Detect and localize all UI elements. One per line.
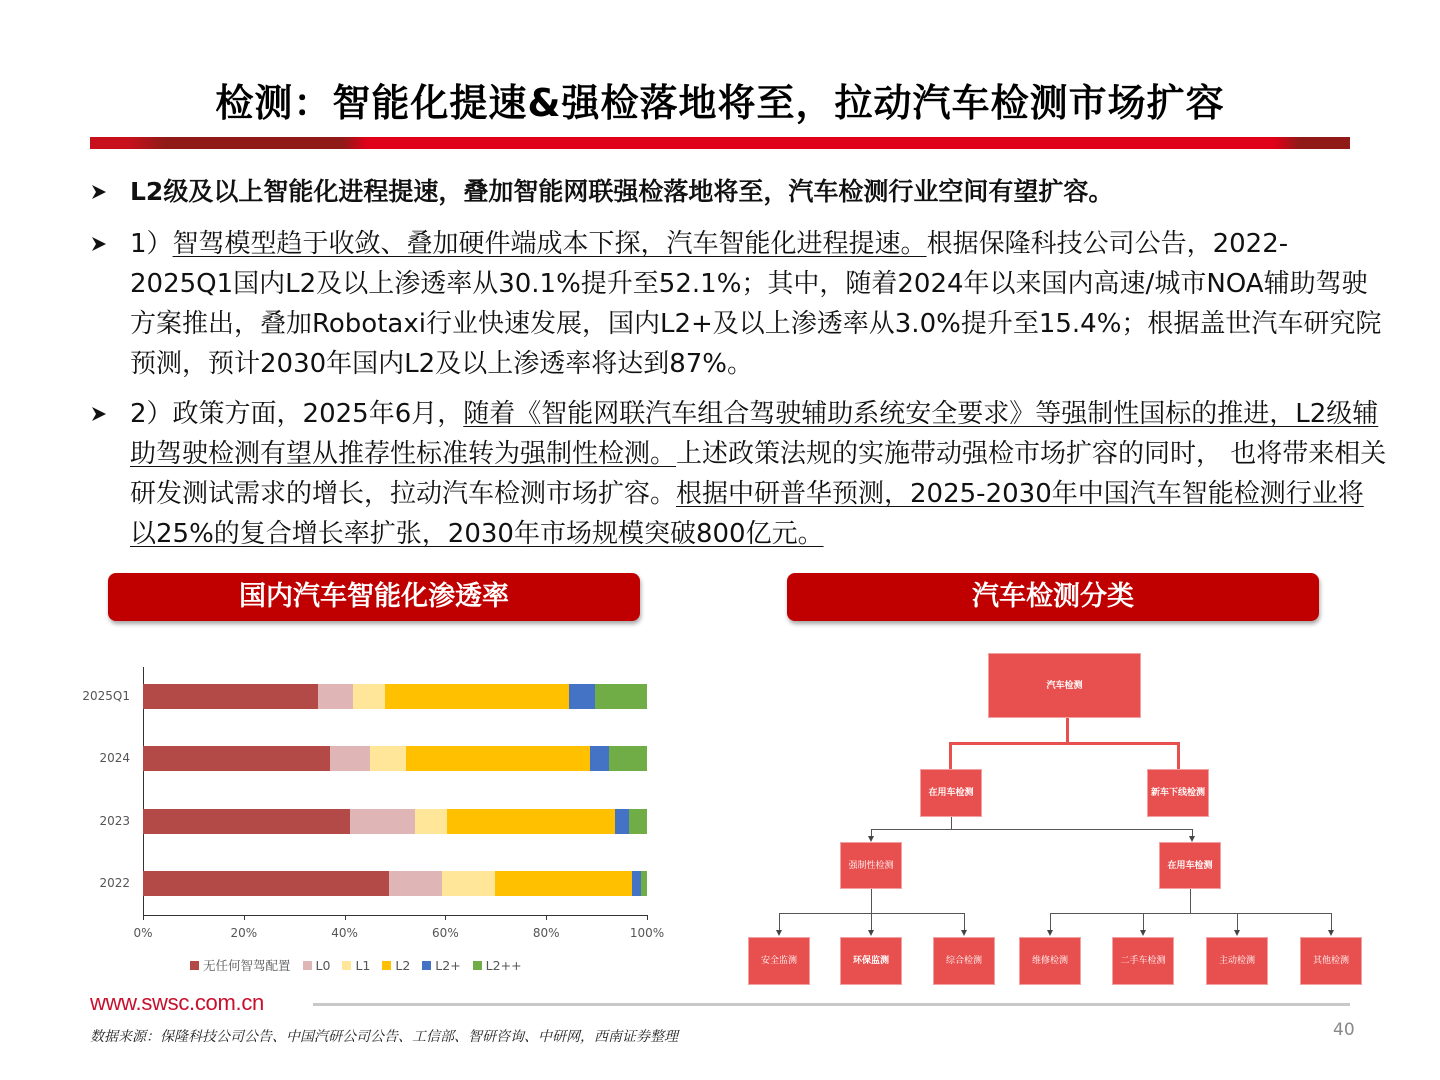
bullet-summary — [88, 172, 1388, 212]
node-in-use-inspection: 在用车检测 — [920, 769, 982, 817]
page-title: 检测：智能化提速&强检落地将至，拉动汽车检测市场扩容 — [215, 81, 1225, 125]
connector — [1066, 718, 1069, 743]
node-comprehensive-inspection: 综合检测 — [933, 937, 995, 985]
x-axis-label: 0% — [133, 926, 153, 940]
bar-segment — [353, 684, 385, 709]
x-tick — [244, 915, 245, 920]
x-axis-label: 80% — [532, 926, 560, 940]
bullet-text: 1） — [130, 229, 173, 259]
node-active-inspection: 主动检测 — [1206, 937, 1268, 985]
x-axis — [143, 915, 647, 916]
section-header-penetration: 国内汽车智能化渗透率 — [108, 573, 640, 621]
bullet-text-underlined: 根据中研普华预测，2025-2030年中国汽车智能检测行业将以25%的复合增长率扩张，2030年市场规模突破800亿元。 — [130, 479, 1364, 549]
node-in-use-inspection-2: 在用车检测 — [1159, 842, 1221, 889]
bullet-policy — [88, 394, 1388, 554]
x-axis-label: 40% — [331, 926, 358, 940]
bullet-text: L2级及以上智能化进程提速，叠加智能网联强检落地将至，汽车检测行业空间有望扩容。 — [130, 177, 1114, 206]
bar-segment — [143, 871, 389, 896]
connector — [779, 913, 965, 914]
bar-row — [143, 746, 647, 771]
bullet-text: 2）政策方面，2025年6月， — [130, 399, 464, 429]
bullet-text: 上述政策法规的实施带动强检市场扩容的同时， 也将带来相关研发测试需求的增长，拉动汽车检测市场扩容。 — [130, 439, 1387, 509]
y-axis-label: 2024 — [99, 751, 130, 765]
footer-divider — [313, 1003, 1350, 1006]
title-divider-bar — [90, 137, 1350, 149]
x-tick — [345, 915, 346, 920]
legend-swatch-icon — [422, 961, 431, 970]
page-number: 40 — [1333, 1020, 1355, 1040]
bar-segment — [318, 684, 353, 709]
bar-segment — [641, 871, 647, 896]
bullet-list — [88, 172, 1388, 554]
bar-segment — [495, 871, 632, 896]
arrow-down-icon — [961, 930, 967, 936]
bar-segment — [406, 746, 590, 771]
website-link[interactable]: www.swsc.com.cn — [90, 990, 264, 1015]
bar-segment — [330, 746, 370, 771]
bar-segment — [143, 809, 350, 834]
x-axis-label: 20% — [230, 926, 258, 940]
bar-segment — [143, 684, 318, 709]
arrow-down-icon — [1234, 930, 1240, 936]
legend-swatch-icon — [473, 961, 482, 970]
node-safety-monitoring: 安全监测 — [748, 937, 810, 985]
chart-legend — [190, 956, 522, 974]
legend-label: L2+ — [435, 957, 461, 973]
legend-item — [422, 958, 460, 973]
bar-segment — [629, 809, 647, 834]
bar-segment — [632, 871, 641, 896]
legend-label: 无任何智驾配置 — [203, 958, 291, 973]
connector — [1050, 913, 1051, 930]
x-tick — [445, 915, 446, 920]
arrow-down-icon — [1047, 930, 1053, 936]
bar-segment — [370, 746, 406, 771]
bar-segment — [389, 871, 442, 896]
node-used-car-inspection: 二手车检测 — [1112, 937, 1174, 985]
connector — [964, 913, 965, 930]
bar-segment — [385, 684, 569, 709]
arrow-bullet-icon — [88, 172, 110, 212]
bar-segment — [350, 809, 415, 834]
arrow-down-icon — [1140, 930, 1146, 936]
connector — [871, 889, 872, 930]
bullet-text-underlined: 智驾模型趋于收敛、叠加硬件端成本下探，汽车智能化进程提速。 — [172, 229, 927, 259]
arrow-down-icon — [868, 930, 874, 936]
legend-item — [342, 958, 370, 973]
legend-item — [303, 958, 331, 973]
connector — [1190, 889, 1191, 913]
x-tick — [143, 915, 144, 920]
y-axis-label: 2025Q1 — [82, 689, 130, 703]
bar-row — [143, 684, 647, 709]
legend-swatch-icon — [190, 961, 199, 970]
node-root: 汽车检测 — [988, 653, 1141, 718]
bar-segment — [615, 809, 629, 834]
arrow-down-icon — [776, 930, 782, 936]
bar-segment — [415, 809, 447, 834]
x-tick — [647, 915, 648, 920]
bar-segment — [442, 871, 495, 896]
connector — [949, 742, 952, 770]
connector — [951, 817, 952, 829]
connector — [1237, 913, 1238, 930]
bullet-text-underlined: 随着《智能网联汽车组合驾驶辅助系统安全要求》等强制性国标的推进，L2级辅助驾驶检测有望从推荐性标准转为强制性检测。 — [130, 399, 1379, 469]
bullet-intelligence — [88, 224, 1388, 384]
connector — [949, 742, 1180, 745]
x-tick — [546, 915, 547, 920]
arrow-bullet-icon — [88, 394, 110, 434]
bar-segment — [609, 746, 647, 771]
connector — [1177, 742, 1180, 770]
inspection-classification-diagram — [730, 640, 1380, 990]
bar-row — [143, 871, 647, 896]
connector — [1050, 913, 1332, 914]
legend-label: L2++ — [485, 957, 522, 973]
arrow-down-icon — [1328, 930, 1334, 936]
node-new-car-offline-inspection: 新车下线检测 — [1147, 769, 1209, 817]
y-axis-label: 2022 — [99, 876, 130, 890]
bar-row — [143, 809, 647, 834]
connector — [1331, 913, 1332, 930]
legend-label: L2 — [395, 957, 411, 973]
legend-label: L1 — [355, 957, 371, 973]
legend-item — [190, 956, 291, 974]
legend-item — [473, 958, 522, 973]
section-header-classification: 汽车检测分类 — [787, 573, 1319, 621]
bar-segment — [595, 684, 647, 709]
legend-swatch-icon — [303, 961, 312, 970]
connector — [1143, 913, 1144, 930]
x-axis-label: 100% — [629, 926, 665, 940]
node-repair-inspection: 维修检测 — [1019, 937, 1081, 985]
bar-segment — [590, 746, 609, 771]
connector — [779, 913, 780, 930]
legend-label: L0 — [315, 957, 331, 973]
connector — [871, 829, 1193, 830]
y-axis-label: 2023 — [99, 814, 130, 828]
legend-swatch-icon — [342, 961, 351, 970]
penetration-stacked-bar-chart — [60, 640, 700, 985]
legend-item — [382, 958, 410, 973]
node-mandatory-inspection: 强制性检测 — [840, 842, 902, 889]
node-other-inspection: 其他检测 — [1300, 937, 1362, 985]
bar-segment — [447, 809, 615, 834]
bar-segment — [569, 684, 595, 709]
bullet-text: 根据保隆科技公司公告，2022-2025Q1国内L2及以上渗透率从30.1%提升至52.1%；其中，随着2024年以来国内高速/城市NOA辅助驾驶方案推出，叠加Robotaxi行业快速发展，国内L2+及以上渗透率从3.0%提升至15.4%；根据盖世汽车研究院预测，预计2030年国内L2及以上渗透率将达到87%。 — [130, 229, 1382, 379]
x-axis-label: 60% — [432, 926, 459, 940]
bar-segment — [143, 746, 330, 771]
arrow-bullet-icon — [88, 224, 110, 264]
legend-swatch-icon — [382, 961, 391, 970]
node-emissions-monitoring: 环保监测 — [840, 937, 902, 985]
data-source-note: 数据来源：保隆科技公司公告、中国汽研公司公告、工信部、智研咨询、中研网，西南证券整理 — [90, 1029, 678, 1045]
